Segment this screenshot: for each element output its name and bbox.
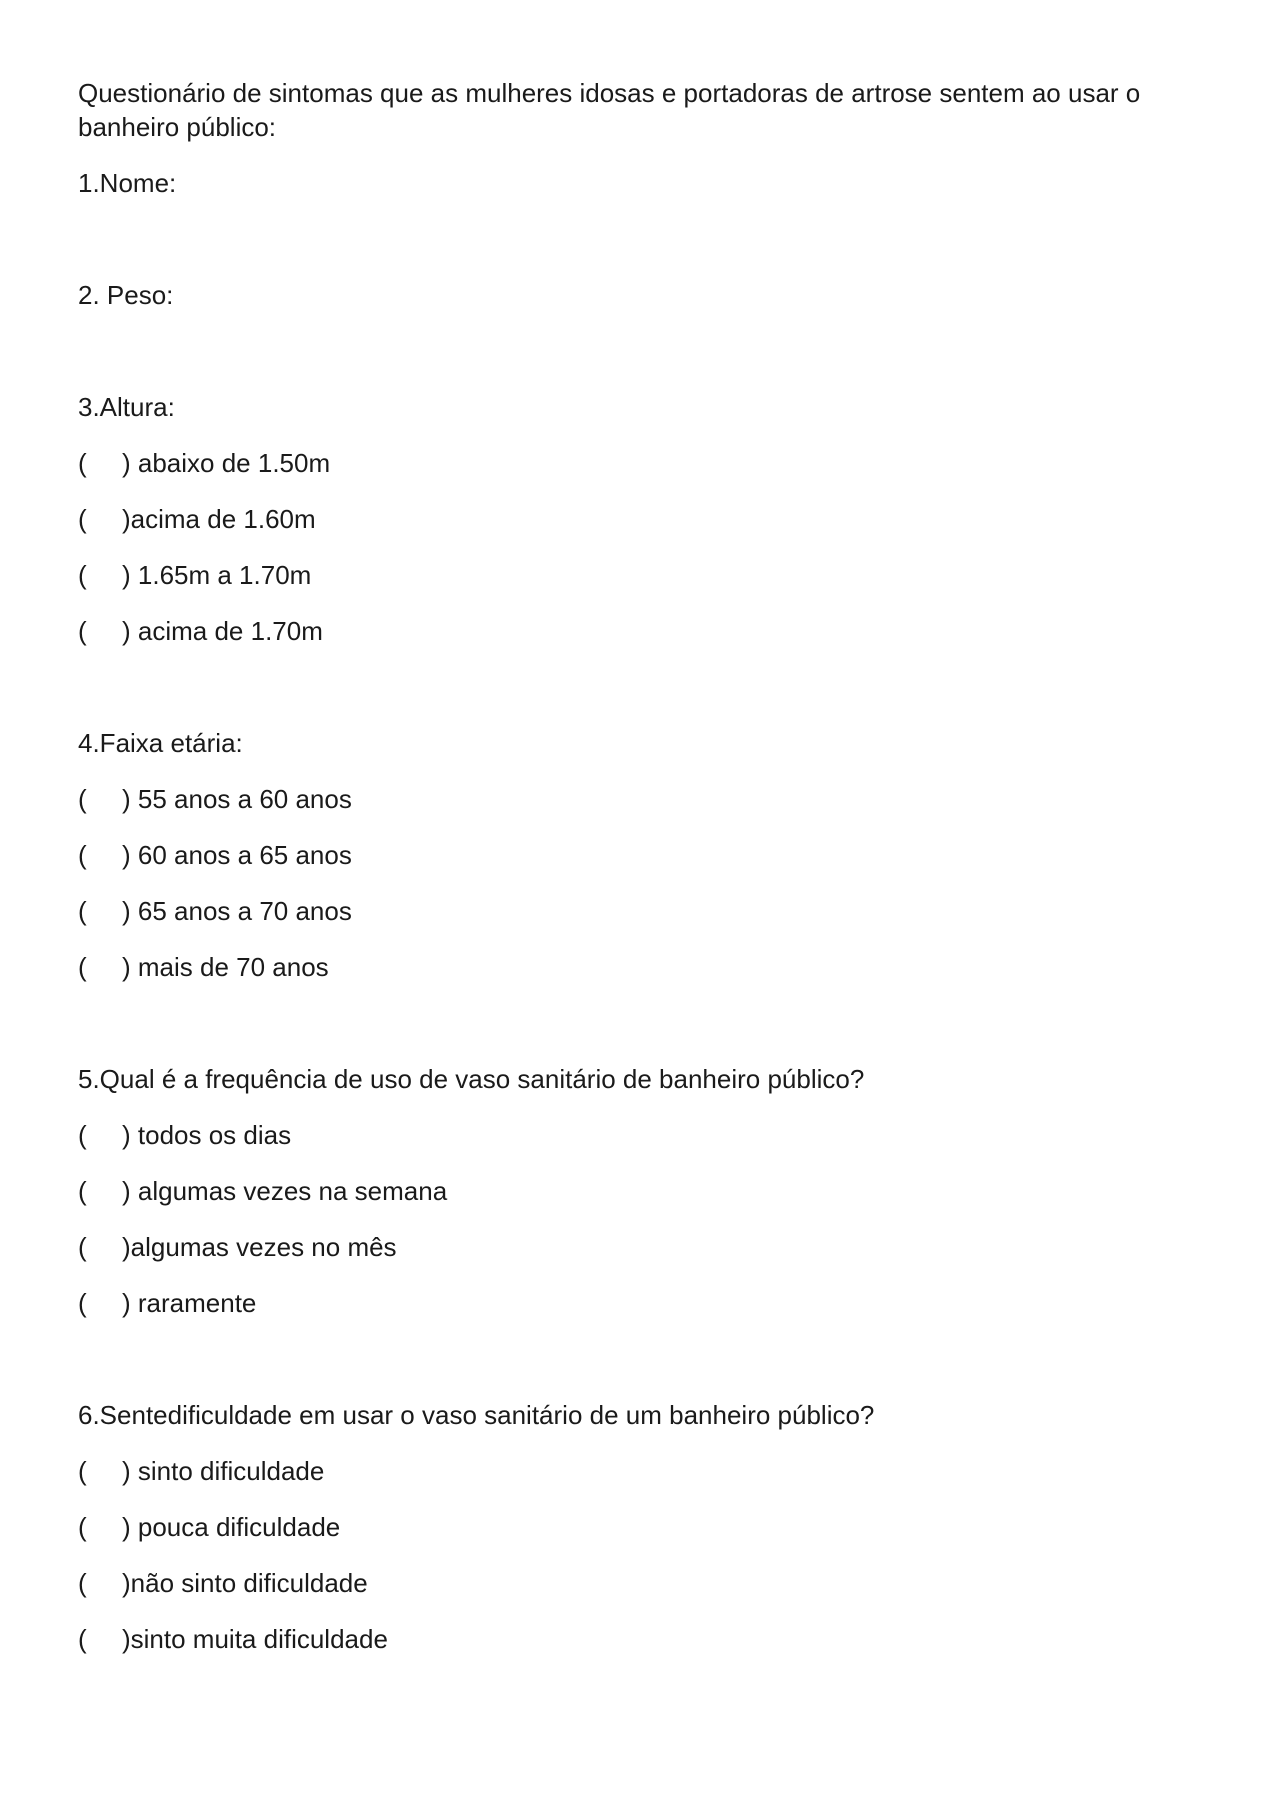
option-label: ) algumas vezes na semana <box>122 1176 448 1206</box>
question-6-option-1[interactable] <box>78 1454 324 1488</box>
question-6-option-3[interactable] <box>78 1566 368 1600</box>
question-5-option-1[interactable] <box>78 1118 291 1152</box>
checkbox-paren[interactable]: ( <box>78 952 87 982</box>
checkbox-paren[interactable]: ( <box>78 560 87 590</box>
option-label: ) abaixo de 1.50m <box>122 448 331 478</box>
checkbox-paren[interactable]: ( <box>78 896 87 926</box>
option-label: ) 55 anos a 60 anos <box>122 784 352 814</box>
option-label: ) acima de 1.70m <box>122 616 323 646</box>
checkbox-paren[interactable]: ( <box>78 1456 87 1486</box>
option-label: )acima de 1.60m <box>122 504 316 534</box>
checkbox-paren[interactable]: ( <box>78 1568 87 1598</box>
checkbox-paren[interactable]: ( <box>78 784 87 814</box>
question-4-option-1[interactable] <box>78 782 352 816</box>
question-4-option-3[interactable] <box>78 894 352 928</box>
checkbox-paren[interactable]: ( <box>78 1232 87 1262</box>
question-5-option-3[interactable] <box>78 1230 397 1264</box>
question-4-label: 4.Faixa etária: <box>78 728 243 758</box>
question-4-option-2[interactable] <box>78 838 352 872</box>
question-3-label: 3.Altura: <box>78 392 175 422</box>
question-5-option-2[interactable] <box>78 1174 447 1208</box>
option-label: ) sinto dificuldade <box>122 1456 325 1486</box>
questionnaire-intro: Questionário de sintomas que as mulheres idosas e portadoras de artrose sentem ao usar o banheiro público: <box>78 78 1141 142</box>
question-2-label: 2. Peso: <box>78 280 174 310</box>
option-label: )algumas vezes no mês <box>122 1232 397 1262</box>
checkbox-paren[interactable]: ( <box>78 616 87 646</box>
checkbox-paren[interactable]: ( <box>78 840 87 870</box>
checkbox-paren[interactable]: ( <box>78 1624 87 1654</box>
checkbox-paren[interactable]: ( <box>78 504 87 534</box>
option-label: ) raramente <box>122 1288 257 1318</box>
option-label: ) pouca dificuldade <box>122 1512 341 1542</box>
question-6-label: 6.Sentedificuldade em usar o vaso sanitário de um banheiro público? <box>78 1400 875 1430</box>
question-4-option-4[interactable] <box>78 950 329 984</box>
checkbox-paren[interactable]: ( <box>78 1288 87 1318</box>
question-1-label: 1.Nome: <box>78 168 177 198</box>
question-6-option-4[interactable] <box>78 1622 388 1656</box>
question-3-option-2[interactable] <box>78 502 316 536</box>
question-6-option-2[interactable] <box>78 1510 340 1544</box>
option-label: )sinto muita dificuldade <box>122 1624 388 1654</box>
question-3-option-4[interactable] <box>78 614 323 648</box>
checkbox-paren[interactable]: ( <box>78 448 87 478</box>
question-5-label: 5.Qual é a frequência de uso de vaso sanitário de banheiro público? <box>78 1064 865 1094</box>
question-3-option-1[interactable] <box>78 446 330 480</box>
option-label: ) mais de 70 anos <box>122 952 329 982</box>
question-3-option-3[interactable] <box>78 558 311 592</box>
option-label: ) 65 anos a 70 anos <box>122 896 352 926</box>
question-5-option-4[interactable] <box>78 1286 256 1320</box>
checkbox-paren[interactable]: ( <box>78 1120 87 1150</box>
checkbox-paren[interactable]: ( <box>78 1512 87 1542</box>
option-label: )não sinto dificuldade <box>122 1568 368 1598</box>
option-label: ) 60 anos a 65 anos <box>122 840 352 870</box>
option-label: ) todos os dias <box>122 1120 292 1150</box>
checkbox-paren[interactable]: ( <box>78 1176 87 1206</box>
option-label: ) 1.65m a 1.70m <box>122 560 312 590</box>
